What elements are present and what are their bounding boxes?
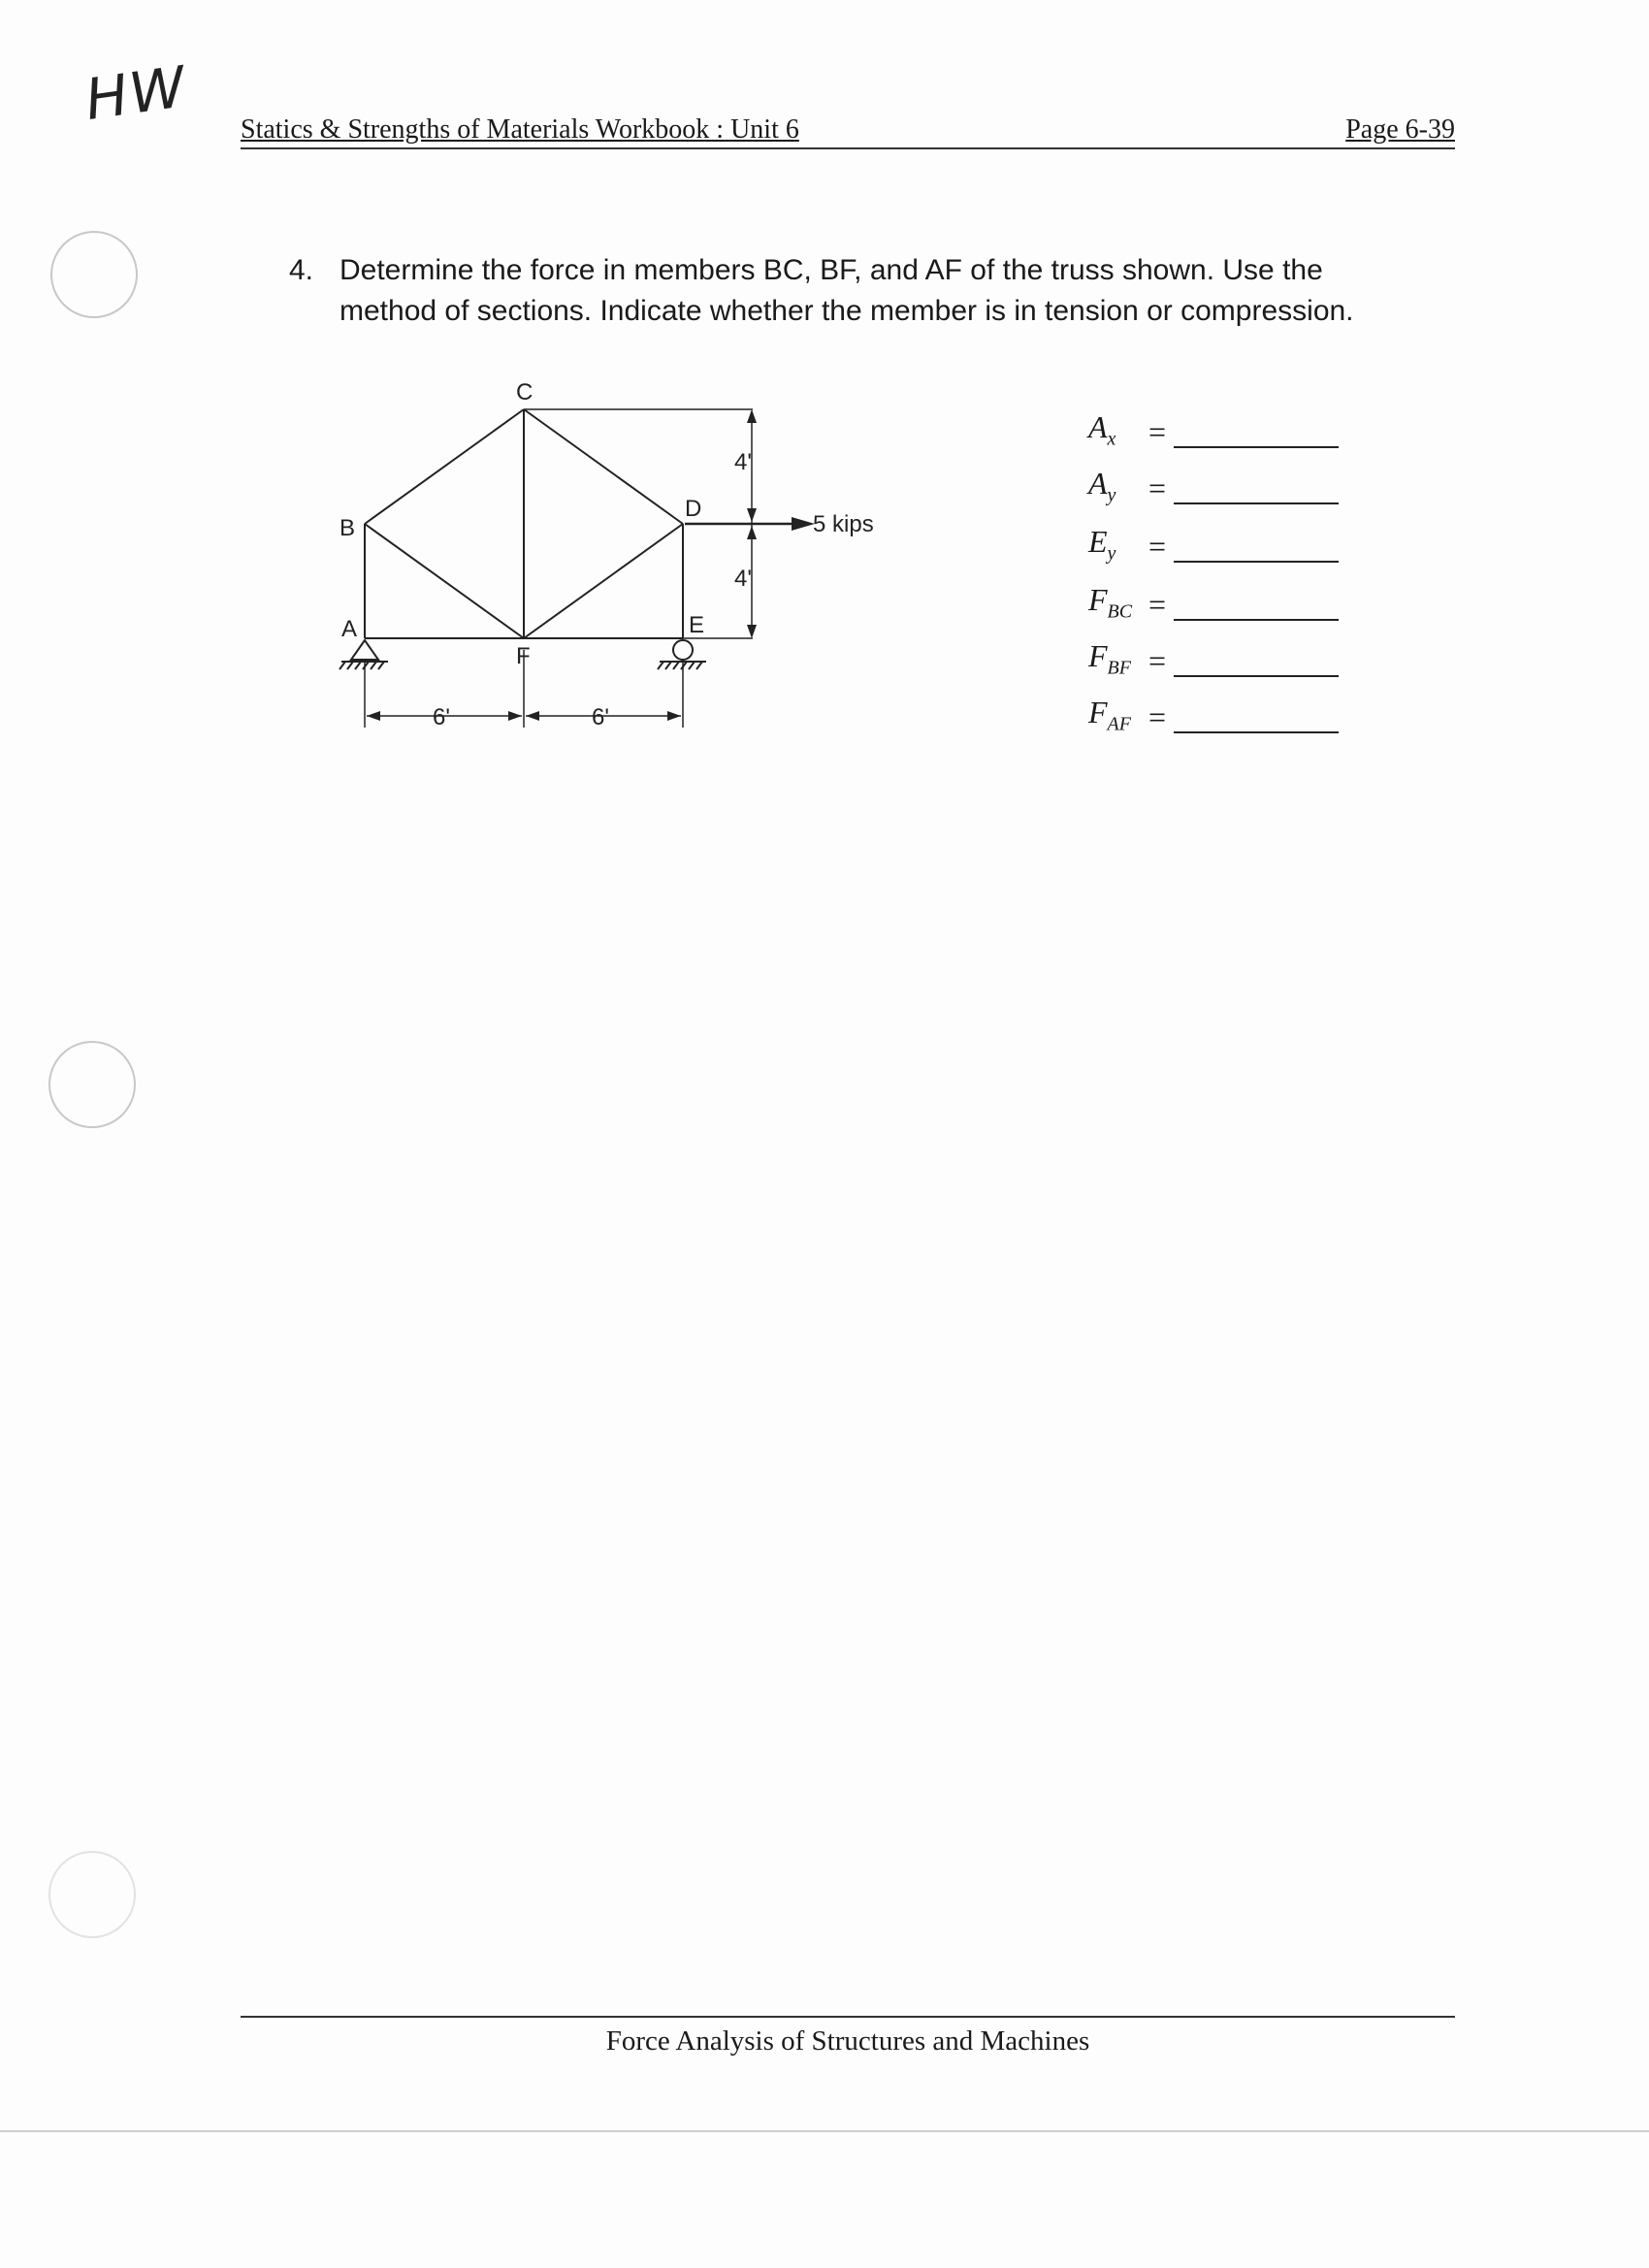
- dim-label-upper: 4': [734, 449, 752, 475]
- node-label-f: F: [516, 643, 531, 669]
- answer-blank[interactable]: [1174, 502, 1339, 504]
- member-bf: [365, 524, 524, 638]
- node-label-c: C: [516, 379, 534, 405]
- answer-blank[interactable]: [1174, 674, 1339, 677]
- punch-hole-top: [50, 231, 138, 318]
- answer-ey: [1088, 522, 1341, 570]
- answer-subscript: AF: [1107, 713, 1131, 734]
- answer-faf: [1088, 693, 1341, 741]
- punch-hole-middle: [48, 1041, 136, 1128]
- equals-sign: =: [1148, 699, 1167, 734]
- node-label-e: E: [689, 612, 705, 638]
- page-footer: Force Analysis of Structures and Machines: [241, 2016, 1455, 2057]
- answer-subscript: BF: [1107, 657, 1131, 678]
- dim-label-left: 6': [433, 704, 450, 730]
- truss-diagram: [320, 369, 922, 747]
- answer-symbol: F: [1088, 637, 1108, 673]
- node-label-a: A: [341, 616, 358, 642]
- roller-support-e: [658, 640, 706, 669]
- page-number: Page 6-39: [1345, 114, 1455, 145]
- node-label-b: B: [340, 515, 356, 541]
- answer-blank[interactable]: [1174, 730, 1339, 733]
- scan-edge-line: [0, 2130, 1649, 2132]
- answer-blank[interactable]: [1174, 560, 1339, 563]
- answer-fbf: [1088, 636, 1341, 685]
- equals-sign: =: [1148, 643, 1167, 678]
- dim-label-lower: 4': [734, 566, 752, 592]
- page-header: [241, 114, 1455, 149]
- handwritten-note: HW: [81, 53, 192, 133]
- workbook-title: Statics & Strengths of Materials Workbook : Unit 6: [241, 114, 799, 145]
- answer-symbol: A: [1088, 465, 1108, 501]
- problem-number: 4.: [289, 254, 314, 286]
- node-label-d: D: [685, 496, 702, 522]
- equals-sign: =: [1148, 470, 1167, 505]
- problem-text: Determine the force in members BC, BF, and AF of the truss shown. Use the method of sections. Indicate whether the member is in tension or compression.: [340, 254, 1354, 327]
- answer-subscript: y: [1107, 542, 1116, 564]
- member-bc: [365, 409, 524, 524]
- answer-blank[interactable]: [1174, 445, 1339, 448]
- punch-hole-bottom: [48, 1851, 136, 1938]
- answer-blank[interactable]: [1174, 618, 1339, 621]
- answer-fbc: [1088, 580, 1341, 629]
- dim-label-right: 6': [592, 704, 609, 730]
- answer-symbol: F: [1088, 694, 1108, 729]
- answer-ax: [1088, 407, 1341, 456]
- load-label: 5 kips: [813, 511, 874, 537]
- load-arrowhead: [792, 517, 815, 531]
- answer-symbol: E: [1088, 523, 1108, 559]
- answer-subscript: y: [1107, 484, 1116, 505]
- equals-sign: =: [1148, 529, 1167, 564]
- equals-sign: =: [1148, 414, 1167, 449]
- equals-sign: =: [1148, 587, 1167, 622]
- answer-symbol: F: [1088, 581, 1108, 617]
- answer-ay: [1088, 464, 1341, 512]
- member-df: [524, 524, 683, 638]
- answer-symbol: A: [1088, 408, 1108, 444]
- pin-support-a: [340, 640, 388, 669]
- answer-subscript: x: [1107, 428, 1116, 449]
- answer-subscript: BC: [1107, 600, 1133, 622]
- member-cd: [524, 409, 683, 524]
